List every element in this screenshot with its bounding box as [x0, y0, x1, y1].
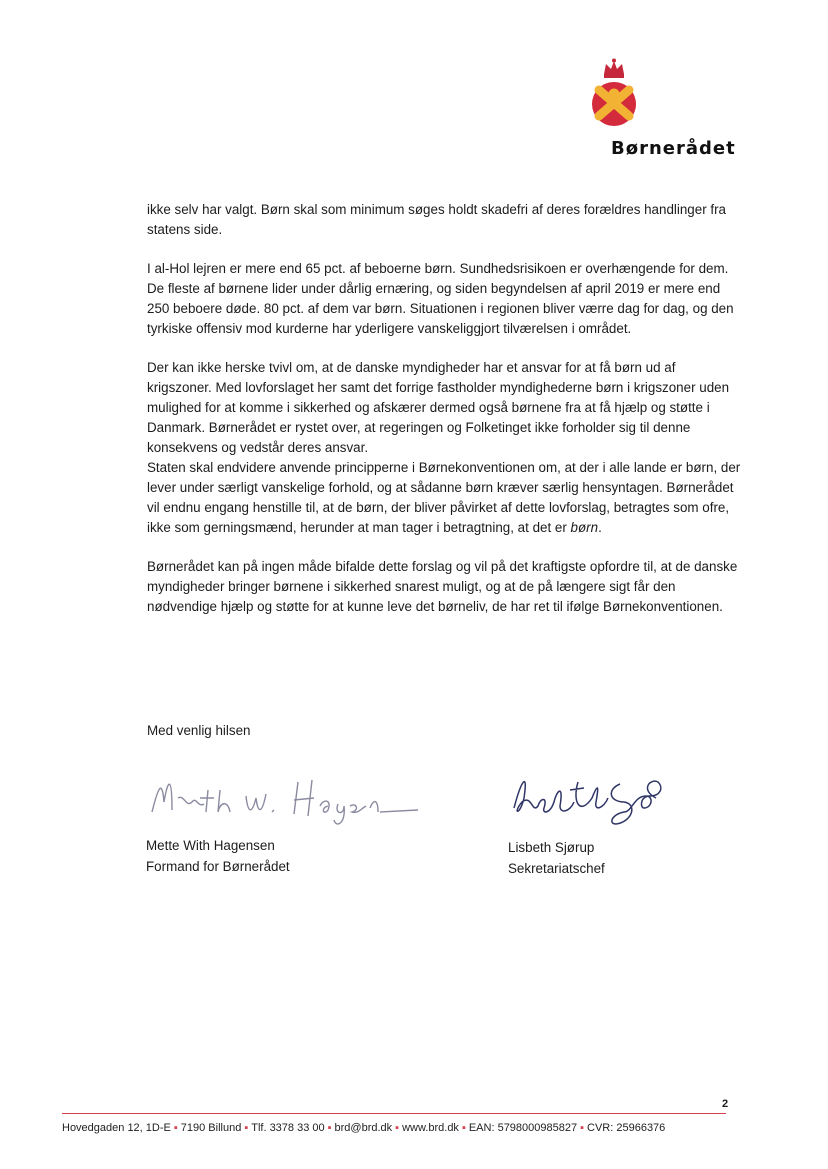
- boernerådet-logo: [578, 58, 748, 164]
- footer-item: www.brd.dk: [402, 1122, 459, 1134]
- paragraph-text: Der kan ikke herske tvivl om, at de danske myndigheder har et ansvar for at få børn ud af krigszoner. Med lovforslaget her samt det forrige fastholder myndighederne børn i krigszoner uden mulighed for at komme i sikkerhed og afskærer dermed også børnene fra at få hjælp og støtte i Danmark. Børnerådet er rystet over, at regeringen og Folketinget ikke forholder sig til denne konsekvens og vedstår deres ansvar.: [147, 360, 730, 455]
- paragraph-text: Staten skal endvidere anvende principperne i Børnekonventionen om, at der i alle lande er børn, der lever under særligt vanskelige forhold, og at sådanne børn kræver særlig hensyntagen. Børnerådet vil endnu engang henstille til, at de børn, der bliver påvirket af dette lovforslag, betragtes som ofre, ikke som gerningsmænd, herunder at man tager i betragtning, at det er: [147, 460, 741, 535]
- signature-hagensen-icon: [148, 768, 420, 828]
- signatory-2: [508, 837, 605, 879]
- paragraph: [147, 200, 742, 240]
- footer-item: Hovedgaden 12, 1D-E: [62, 1122, 171, 1134]
- footer-item: 7190 Billund: [180, 1122, 242, 1134]
- paragraph: [147, 557, 742, 617]
- paragraph: [147, 259, 742, 339]
- paragraph-gap: [147, 339, 742, 358]
- footer-item: EAN: 5798000985827: [468, 1122, 578, 1134]
- emphasis-text: børn: [570, 520, 599, 535]
- paragraph-text: ikke selv har valgt. Børn skal som minimum søges holdt skadefri af deres forældres handlinger fra statens side.: [147, 202, 727, 237]
- footer-contact: [62, 1122, 665, 1134]
- logo-emblem-icon: [584, 58, 644, 130]
- paragraph: [147, 358, 742, 458]
- footer-separator-icon: ▪: [327, 1122, 332, 1134]
- page-number: 2: [722, 1098, 729, 1110]
- footer-item: CVR: 25966376: [587, 1122, 666, 1134]
- paragraph-text: Børnerådet kan på ingen måde bifalde dette forslag og vil på det kraftigste opfordre til, at de danske myndigheder bringer børnene i sikkerhed snarest muligt, og at de på længere sigt får den nødvendige hjælp og støtte for at kunne leve det børneliv, de har ret til ifølge Børnekonventionen.: [147, 559, 738, 614]
- signature-sjoerup-icon: [508, 768, 670, 838]
- paragraph-gap: [147, 240, 742, 259]
- footer-item: brd@brd.dk: [334, 1122, 393, 1134]
- signatory-1: [146, 835, 290, 877]
- signatory-2-title: Sekretariatschef: [508, 861, 605, 876]
- signatory-1-name: Mette With Hagensen: [146, 838, 275, 853]
- signatory-2-name: Lisbeth Sjørup: [508, 840, 595, 855]
- footer-separator-icon: ▪: [461, 1122, 466, 1134]
- footer-item: Tlf. 3378 33 00: [251, 1122, 325, 1134]
- paragraph: [147, 458, 742, 538]
- logo-wordmark: Børnerådet: [611, 138, 736, 159]
- paragraph-text: I al-Hol lejren er mere end 65 pct. af beboerne børn. Sundhedsrisikoen er overhængende for dem. De fleste af børnene lider under dårlig ernæring, og siden begyndelsen af april 2019 er mere end 250 beboere døde. 80 pct. af dem var børn. Situationen i regionen bliver værre dag for dag, og den tyrkiske offensiv mod kurderne har yderligere vanskeliggjort tilværelsen i området.: [147, 261, 734, 336]
- footer-separator-icon: ▪: [395, 1122, 400, 1134]
- paragraph-gap: [147, 538, 742, 557]
- footer-separator-icon: ▪: [244, 1122, 249, 1134]
- footer-separator-icon: ▪: [173, 1122, 178, 1134]
- closing-line: Med venlig hilsen: [147, 723, 251, 738]
- signatory-1-title: Formand for Børnerådet: [146, 859, 290, 874]
- footer-separator-icon: ▪: [580, 1122, 585, 1134]
- paragraph-text: .: [598, 520, 602, 535]
- letter-body: [147, 200, 742, 617]
- footer-divider: [62, 1113, 726, 1114]
